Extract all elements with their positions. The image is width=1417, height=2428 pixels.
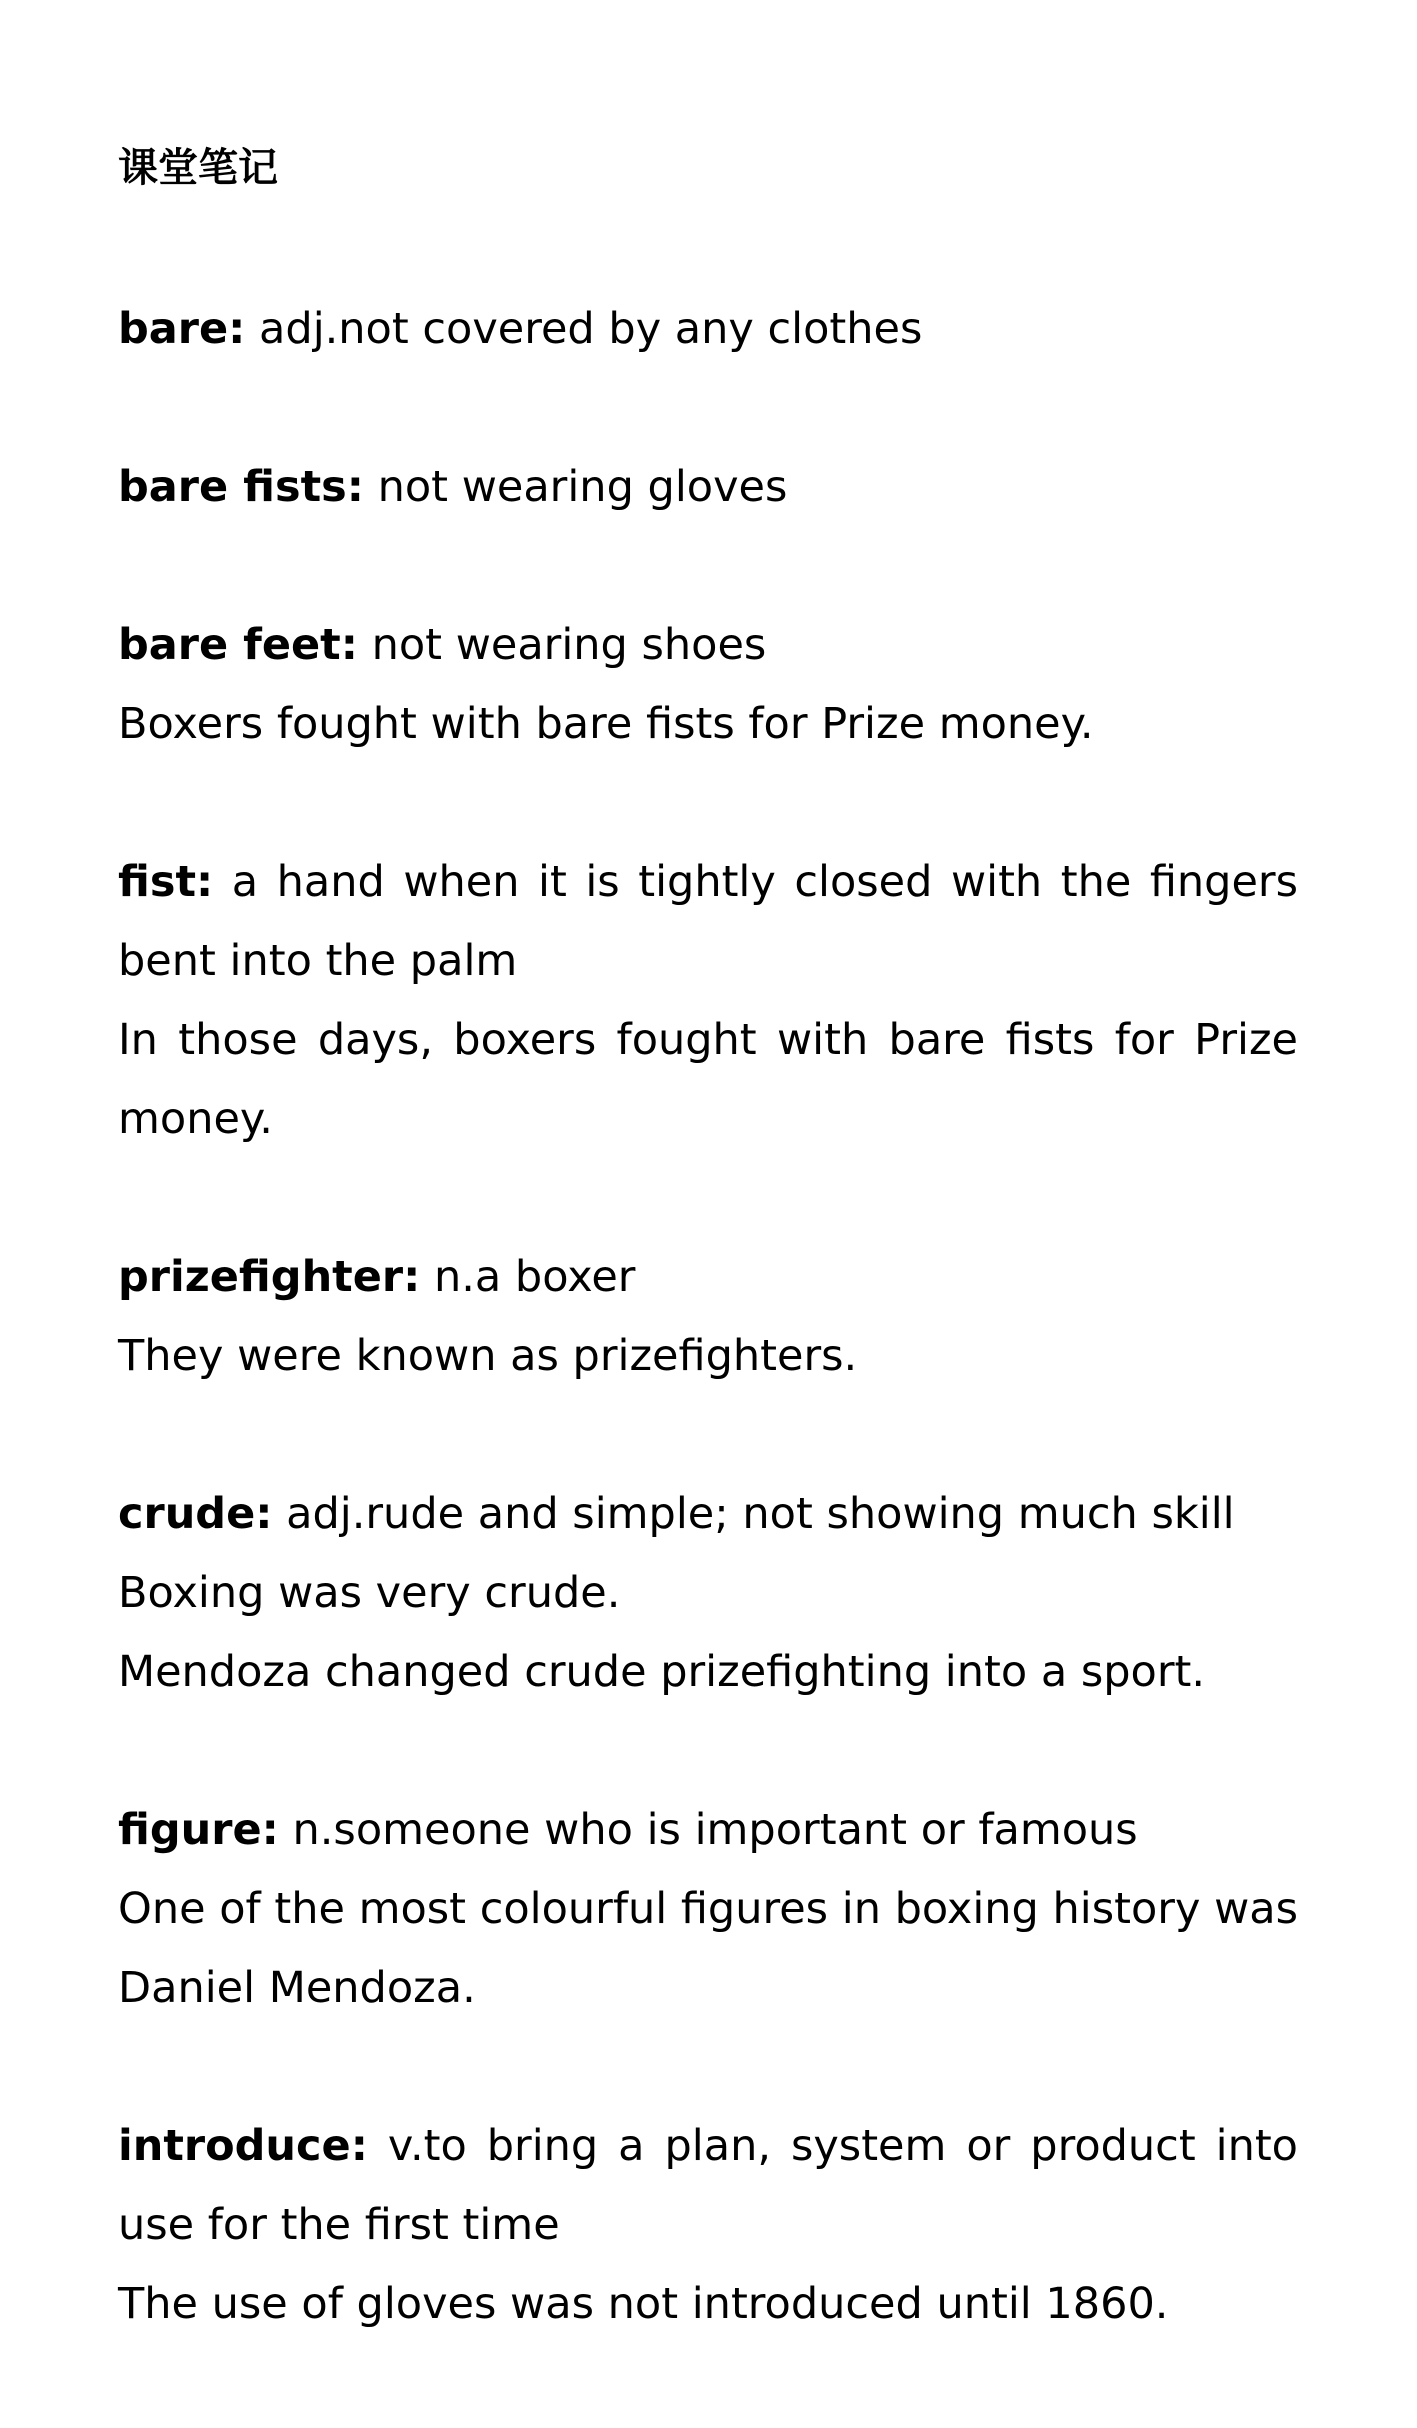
definition-line <box>118 606 1298 685</box>
definition-line <box>118 290 1298 369</box>
vocab-term: fist: <box>118 857 214 907</box>
vocab-term: bare fists: <box>118 462 364 512</box>
definition-line <box>118 1791 1298 1870</box>
vocab-entry-prizefighter <box>118 1238 1298 1396</box>
vocab-definition: adj.not covered by any clothes <box>245 304 923 354</box>
vocab-term: introduce: <box>118 2121 368 2171</box>
vocab-entry-crude <box>118 1475 1298 1712</box>
vocab-entry-figure <box>118 1791 1298 2028</box>
vocab-definition: v.to bring a plan, system or product into use for the first time <box>118 2121 1298 2250</box>
example-sentence: Mendoza changed crude prizefighting into a sport. <box>118 1647 1206 1697</box>
definition-line <box>118 2107 1298 2265</box>
example-sentence: Boxing was very crude. <box>118 1568 621 1618</box>
vocab-entry-fist <box>118 843 1298 1159</box>
page-title: 课堂笔记 <box>118 145 278 191</box>
definition-line <box>118 448 1298 527</box>
vocab-entry-bare-fists <box>118 448 1298 527</box>
vocab-definition: a hand when it is tightly closed with the fingers bent into the palm <box>118 857 1298 986</box>
vocab-term: bare feet: <box>118 620 358 670</box>
vocab-term: figure: <box>118 1805 279 1855</box>
vocab-entry-introduce <box>118 2107 1298 2344</box>
example-sentence: They were known as prizefighters. <box>118 1331 858 1381</box>
example-sentence: Boxers fought with bare fists for Prize money. <box>118 699 1094 749</box>
vocab-definition: not wearing shoes <box>357 620 767 670</box>
vocab-term: bare: <box>118 304 246 354</box>
vocab-term: crude: <box>118 1489 273 1539</box>
definition-line <box>118 1238 1298 1317</box>
vocab-entry-bare <box>118 290 1298 369</box>
vocab-term: prizefighter: <box>118 1252 421 1302</box>
vocab-definition: n.a boxer <box>420 1252 636 1302</box>
vocab-entry-bare-feet <box>118 606 1298 764</box>
definition-line <box>118 1475 1298 1554</box>
example-sentence: In those days, boxers fought with bare fists for Prize money. <box>118 1015 1298 1144</box>
vocab-definition: n.someone who is important or famous <box>278 1805 1138 1855</box>
vocab-definition: not wearing gloves <box>363 462 788 512</box>
vocab-definition: adj.rude and simple; not showing much skill <box>272 1489 1235 1539</box>
example-sentence: The use of gloves was not introduced until 1860. <box>118 2279 1169 2329</box>
definition-line <box>118 843 1298 1001</box>
vocabulary-list <box>118 290 1298 2423</box>
example-sentence: One of the most colourful figures in boxing history was Daniel Mendoza. <box>118 1884 1298 2013</box>
